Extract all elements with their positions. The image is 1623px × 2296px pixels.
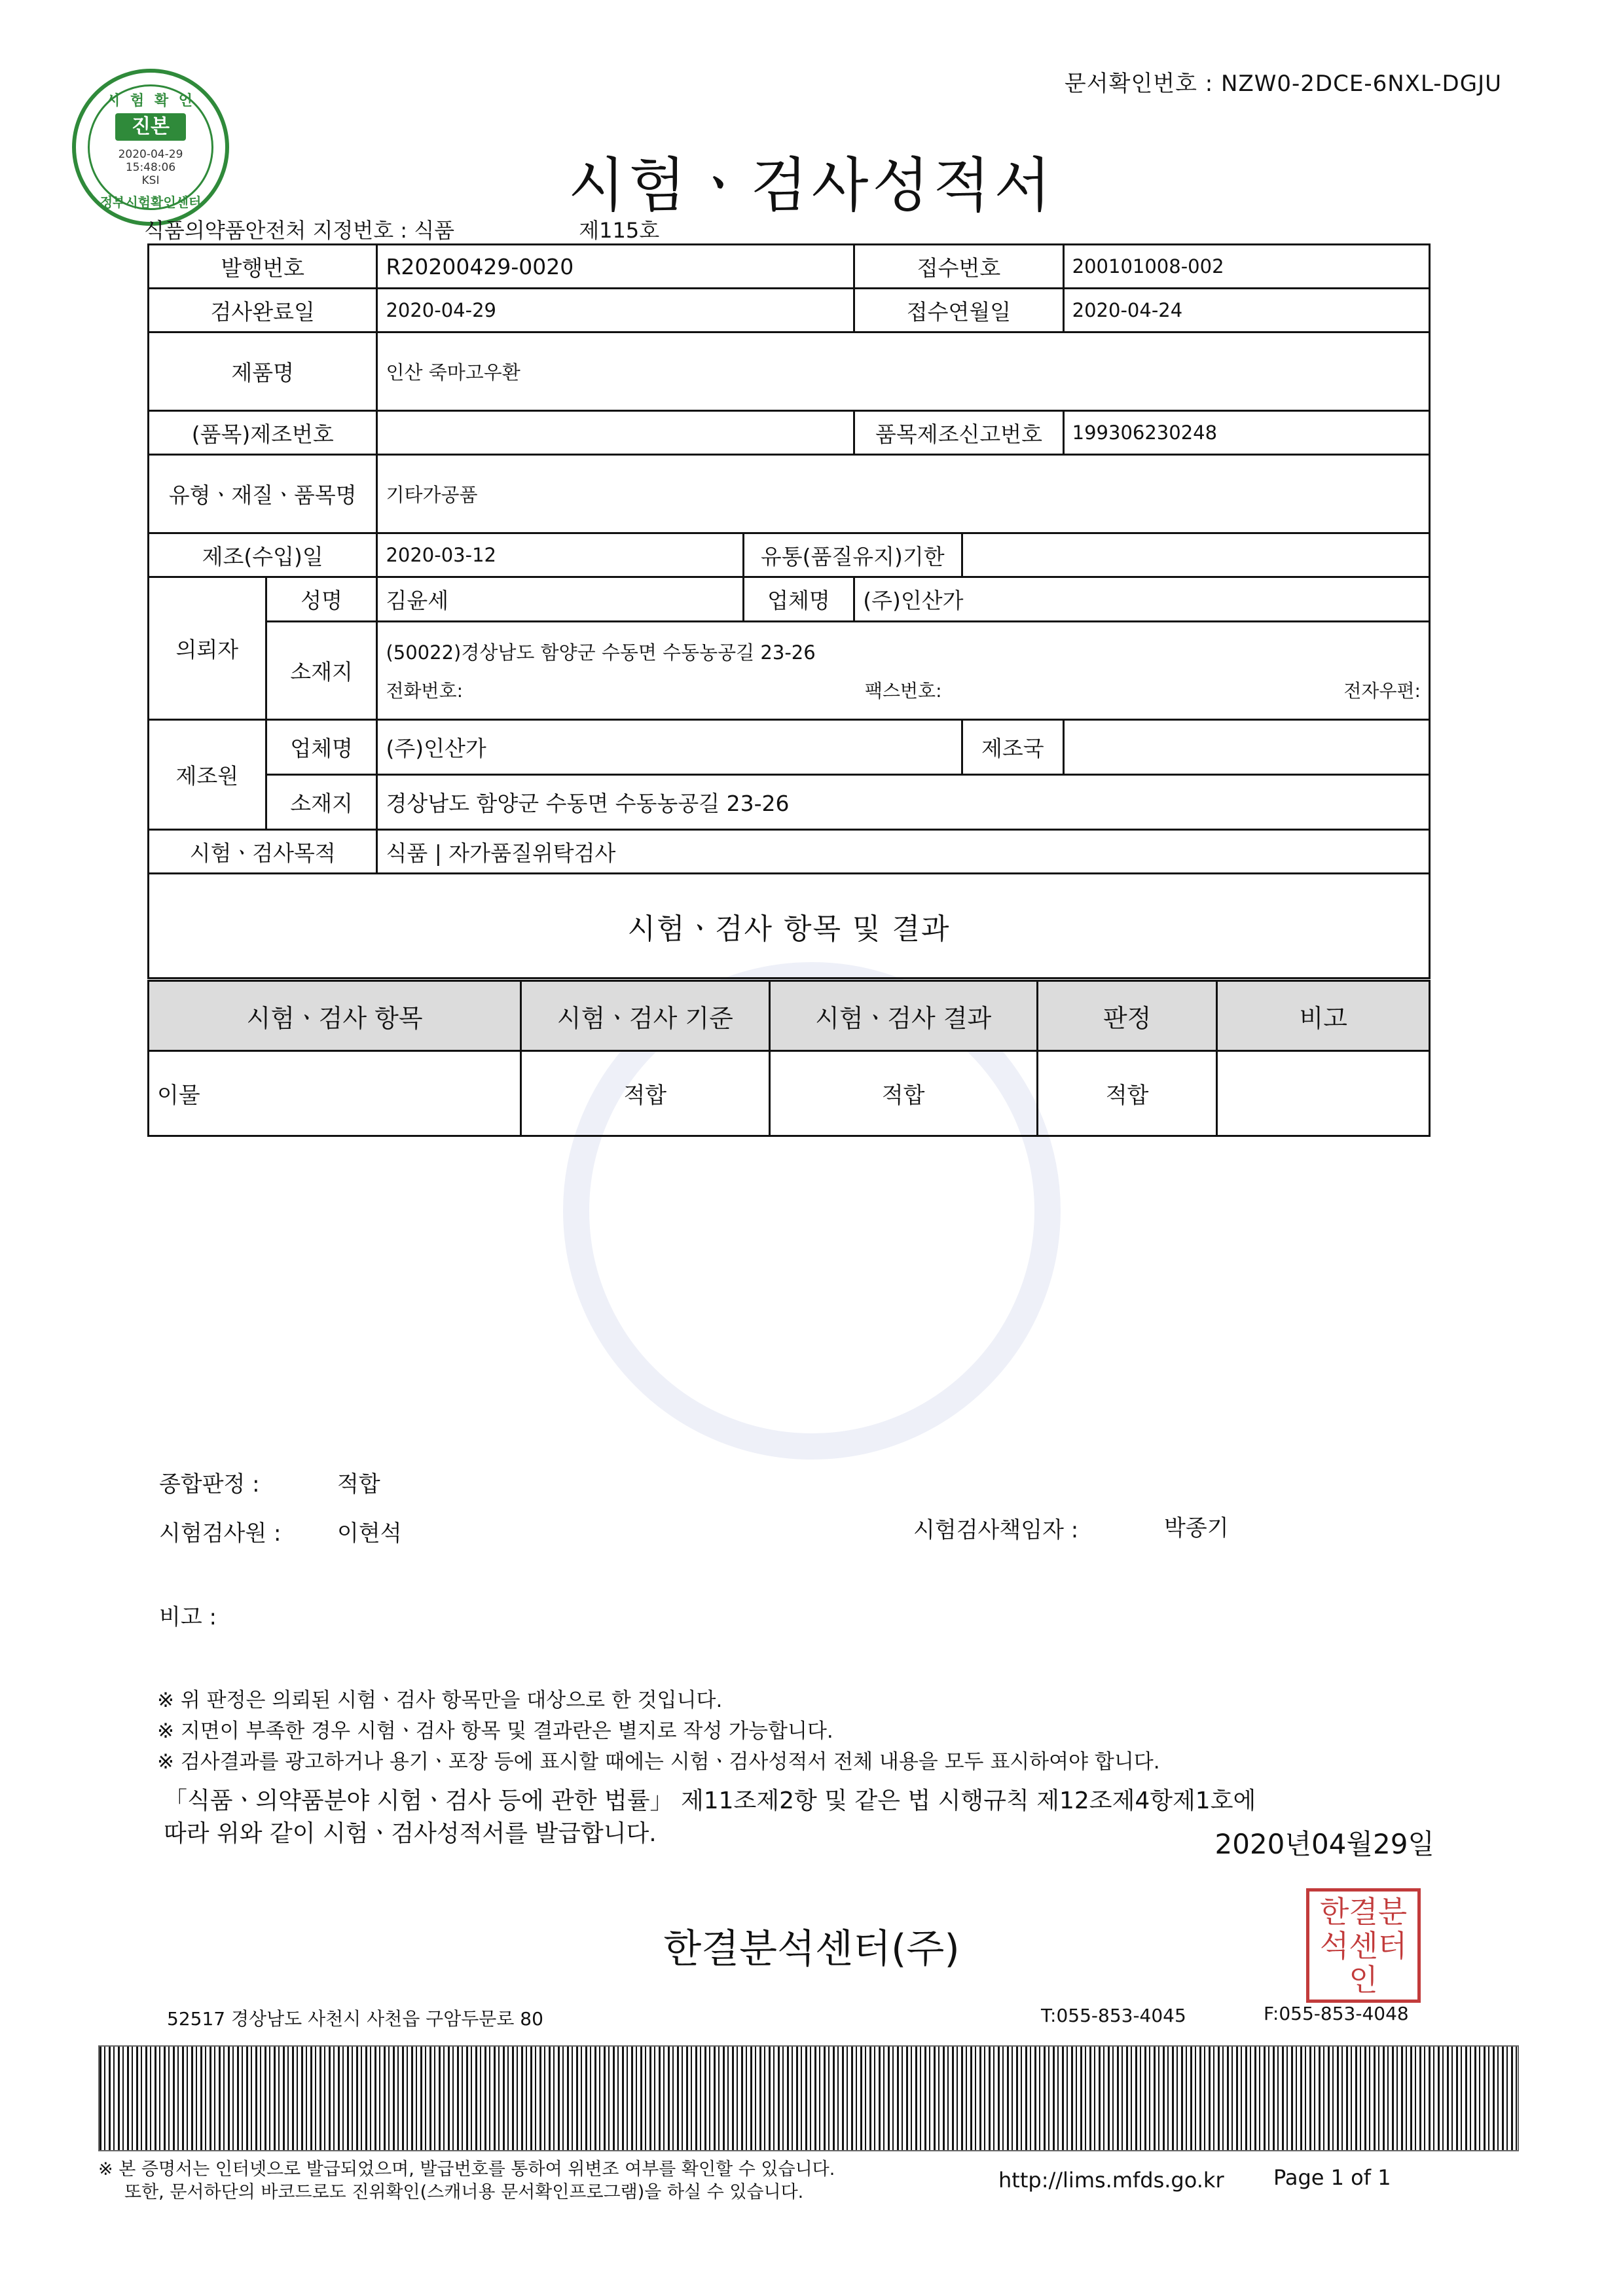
maker-company-label: 업체명 xyxy=(266,720,377,775)
results-table xyxy=(147,980,1431,1137)
company-name: 한결분석센터(주) xyxy=(663,1926,960,1972)
verification-barcode xyxy=(98,2045,1519,2151)
company-address: 52517 경상남도 사천시 사천읍 구암두문로 80 xyxy=(167,2008,543,2030)
client-label: 의뢰자 xyxy=(149,577,266,720)
results-header-item: 시험ㆍ검사 항목 xyxy=(149,981,521,1051)
inspection-done-label: 검사완료일 xyxy=(149,289,377,332)
issue-date: 2020년04월29일 xyxy=(1214,1828,1434,1860)
product-label: 제품명 xyxy=(149,332,377,411)
result-value: 적합 xyxy=(769,1051,1037,1136)
result-item: 이물 xyxy=(149,1051,521,1136)
issue-no-value: R20200429-0020 xyxy=(377,245,854,289)
results-section-title: 시험ㆍ검사 항목 및 결과 xyxy=(149,874,1430,978)
results-header-result: 시험ㆍ검사 결과 xyxy=(769,981,1037,1051)
manager-label: 시험검사책임자 : xyxy=(913,1517,1079,1543)
fax-label: 팩스번호: xyxy=(864,680,942,702)
maker-label: 제조원 xyxy=(149,720,266,830)
receipt-no-label: 접수번호 xyxy=(854,245,1063,289)
client-name-label: 성명 xyxy=(266,577,377,622)
verdict-value: 적합 xyxy=(337,1471,380,1498)
inspector-value: 이현석 xyxy=(337,1520,402,1547)
results-header-standard: 시험ㆍ검사 기준 xyxy=(521,981,769,1051)
maker-company-value: (주)인산가 xyxy=(377,720,962,775)
footer-note-2: 또한, 문서하단의 바코드로도 진위확인(스캐너용 문서확인프로그램)을 하실 수 있습니다. xyxy=(124,2182,804,2202)
country-value xyxy=(1063,720,1429,775)
legal-statement xyxy=(164,1785,1256,1850)
manager-value: 박종기 xyxy=(1164,1515,1229,1541)
report-no-value: 199306230248 xyxy=(1063,411,1429,455)
verification-url[interactable]: http://lims.mfds.go.kr xyxy=(998,2168,1224,2193)
inspection-done-value: 2020-04-29 xyxy=(377,289,854,332)
report-no-label: 품목제조신고번호 xyxy=(854,411,1063,455)
result-remarks xyxy=(1217,1051,1430,1136)
expiry-label: 유통(품질유지)기한 xyxy=(743,533,962,577)
country-label: 제조국 xyxy=(962,720,1063,775)
document-check-number: 문서확인번호 : NZW0-2DCE-6NXL-DGJU xyxy=(1064,71,1502,97)
email-label: 전자우편: xyxy=(1343,680,1421,702)
receipt-date-value: 2020-04-24 xyxy=(1063,289,1429,332)
remarks-label: 비고 : xyxy=(159,1604,217,1630)
table-row xyxy=(149,1051,1430,1136)
designation-number: 제115호 xyxy=(579,218,660,243)
client-company-label: 업체명 xyxy=(743,577,854,622)
client-company-value: (주)인산가 xyxy=(854,577,1430,622)
legal-line-1: 「식품ㆍ의약품분야 시험ㆍ검사 등에 관한 법률」 제11조제2항 및 같은 법 시행규칙 제12조제4항제1호에 xyxy=(164,1787,1256,1814)
note-line: ※ 지면이 부족한 경우 시험ㆍ검사 항목 및 결과란은 별지로 작성 가능합니다. xyxy=(157,1719,833,1743)
purpose-value: 식품 | 자가품질위탁검사 xyxy=(377,830,1430,874)
company-fax: F:055-853-4048 xyxy=(1264,2003,1409,2024)
receipt-date-label: 접수연월일 xyxy=(854,289,1063,332)
info-table xyxy=(147,243,1431,979)
note-line: ※ 검사결과를 광고하거나 용기ㆍ포장 등에 표시할 때에는 시험ㆍ검사성적서 전체 내용을 모두 표시하여야 합니다. xyxy=(157,1750,1160,1774)
results-header-verdict: 판정 xyxy=(1037,981,1217,1051)
client-contact-line xyxy=(386,677,1421,703)
maker-addr-value: 경상남도 함양군 수동면 수동농공길 23-26 xyxy=(377,775,1430,830)
stamp-date: 2020-04-29 xyxy=(118,148,183,161)
mfg-no-label: (품목)제조번호 xyxy=(149,411,377,455)
client-addr-label: 소재지 xyxy=(266,622,377,720)
results-header-remarks: 비고 xyxy=(1217,981,1430,1051)
issue-no-label: 발행번호 xyxy=(149,245,377,289)
legal-line-2: 따라 위와 같이 시험ㆍ검사성적서를 발급합니다. xyxy=(164,1820,657,1847)
result-standard: 적합 xyxy=(521,1051,769,1136)
maker-addr-label: 소재지 xyxy=(266,775,377,830)
company-tel: T:055-853-4045 xyxy=(1041,2005,1186,2026)
designation-line xyxy=(144,214,659,244)
mfg-date-label: 제조(수입)일 xyxy=(149,533,377,577)
verdict-label: 종합판정 : xyxy=(159,1471,260,1498)
mfg-no-value xyxy=(377,411,854,455)
product-value: 인산 죽마고우환 xyxy=(377,332,1430,411)
client-addr-cell xyxy=(377,622,1430,720)
type-label: 유형ㆍ재질ㆍ품목명 xyxy=(149,455,377,533)
stamp-bottom-text: 정부시험확인센터 xyxy=(100,194,202,210)
designation-label: 식품의약품안전처 지정번호 : 식품 xyxy=(144,218,455,243)
receipt-no-value: 200101008-002 xyxy=(1063,245,1429,289)
footer-note-1: ※ 본 증명서는 인터넷으로 발급되었으며, 발급번호를 통하여 위변조 여부를 확인할 수 있습니다. xyxy=(98,2159,835,2179)
mfg-date-value: 2020-03-12 xyxy=(377,533,743,577)
type-value: 기타가공품 xyxy=(377,455,1430,533)
notes-block xyxy=(157,1685,1160,1778)
document-title: 시험ㆍ검사성적서 xyxy=(568,151,1055,220)
stamp-org-code: KSI xyxy=(141,174,160,187)
expiry-value xyxy=(962,533,1429,577)
stamp-top-text: 시 험 확 인 xyxy=(106,93,195,109)
page-number: Page 1 of 1 xyxy=(1273,2165,1391,2190)
inspector-label: 시험검사원 : xyxy=(159,1520,282,1547)
stamp-time: 15:48:06 xyxy=(125,161,176,174)
company-seal: 한결분석센터인 xyxy=(1306,1888,1421,2003)
client-name-value: 김윤세 xyxy=(377,577,743,622)
client-addr-value: (50022)경상남도 함양군 수동면 수동농공길 23-26 xyxy=(386,641,816,664)
stamp-main-text: 진본 xyxy=(115,113,186,141)
result-verdict: 적합 xyxy=(1037,1051,1217,1136)
phone-label: 전화번호: xyxy=(386,680,464,702)
note-line: ※ 위 판정은 의뢰된 시험ㆍ검사 항목만을 대상으로 한 것입니다. xyxy=(157,1689,723,1712)
purpose-label: 시험ㆍ검사목적 xyxy=(149,830,377,874)
